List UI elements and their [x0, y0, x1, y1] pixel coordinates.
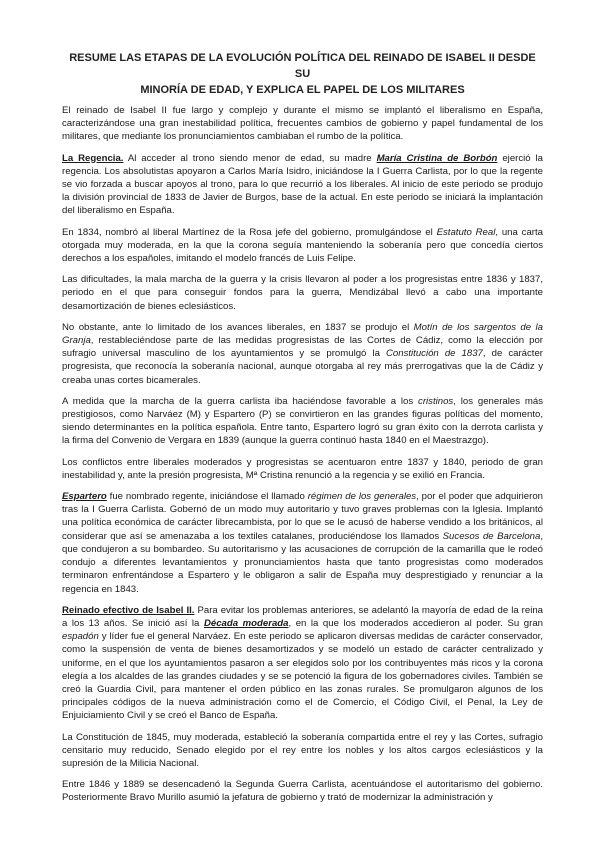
paragraph-regencia: La Regencia. Al acceder al trono siendo menor de edad, su madre María Cristina de Borbón ejerció la regencia. Los absolutistas apoyaron a Carlos María Isidro, iniciándose la I Guerra Carlista, por lo que la regente se vio forzada a buscar apoyos al trono, para lo que recurrió a los liberales. Al inicio de este periodo se produjo la división provincial de 1833 de Javier de Burgos, base de la actual. En este periodo se iniciará la implantación del liberalismo en España. — [62, 152, 543, 217]
document-title — [62, 50, 543, 98]
name-maria-cristina: María Cristina de Borbón — [376, 152, 498, 164]
heading-espartero: Espartero — [62, 491, 107, 503]
paragraph-generales: A medida que la marcha de la guerra carlista iba haciéndose favorable a los cristinos, los generales más prestigiosos, como Narváez (M) y Espartero (P) se convirtieron en las grandes figuras políticas del momento, siendo determinantes en la política española. Entre tanto, Espartero logró su gran éxito con la derrota carlista y la firma del Convenio de Vergara en 1839 (aunque la guerra continuó hasta 1840 en el Maestrazgo). — [62, 395, 543, 447]
paragraph-reinado-efectivo: Reinado efectivo de Isabel II. Para evitar los problemas anteriores, se adelantó la mayoría de edad de la reina a los 13 años. Se inició así la Década moderada, en la que los moderados accedieron al poder. Su gran espadón y líder fue el general Narváez. En este periodo se aplicaron diversas medidas de carácter conservador, como la suspensión de venta de bienes desamortizados y se modeló un estado de carácter centralizado y uniforme, en el que los ayuntamientos pasaron a ser elegidos solo por los contribuyentes más ricos y la corona elegía a los alcaldes de las grandes ciudades y se se potenció la figura de los gobernadores civiles. También se creó la Guardia Civil, para mantener el orden público en las zonas rurales. Se promulgaron algunos de los principales códigos de la nueva administración como el de Comercio, el Código Civil, el Penal, la Ley de Enjuiciamiento Civil y se creó el Banco de España. — [62, 604, 544, 722]
paragraph-segunda-guerra: Entre 1846 y 1889 se desencadenó la Segunda Guerra Carlista, acentuándose el autoritarismo del gobierno. Posteriormente Bravo Murillo asumió la jefatura de gobierno y trató de modernizar la administración y — [62, 779, 543, 804]
paragraph-estatuto: En 1834, nombró al liberal Martínez de la Rosa jefe del gobierno, promulgándose el Estatuto Real, una carta otorgada muy moderada, en la que la corona seguía manteniendo la soberanía pero que concedía ciertos derechos a los españoles, imitando el modelo francés de Luis Felipe. — [62, 226, 543, 265]
term-regimen-generales: régimen de los generales — [307, 491, 417, 503]
paragraph-motin: No obstante, ante lo limitado de los avances liberales, en 1837 se produjo el Motín de los sargentos de la Granja, restableciéndose parte de las medidas progresistas de las Cortes de Cádiz, como la elección por sufragio universal masculino de los ayuntamientos y se promulgó la Constitución de 1837, de carácter progresista, que reconocía la soberanía nacional, aunque otorgaba al rey más prerrogativas que la de Cádiz y creaba unas cortes bicamerales. — [62, 321, 543, 386]
term-estatuto-real: Estatuto Real — [436, 226, 496, 238]
term-constitucion-1837: Constitución de 1837 — [385, 348, 483, 360]
heading-regencia: La Regencia. — [62, 152, 124, 164]
term-decada-moderada: Década moderada — [203, 617, 289, 629]
intro-paragraph: El reinado de Isabel II fue largo y complejo y durante el mismo se implantó el liberalismo en España, caracterizándose una gran inestabilidad política, frecuentes cambios de gobierno y papel fundamental de los militares, que mediante los pronunciamientos cambiaban el rumbo de la política. — [62, 105, 543, 143]
heading-reinado-efectivo: Reinado efectivo de Isabel II. — [62, 604, 195, 616]
paragraph-espartero: Espartero fue nombrado regente, iniciándose el llamado régimen de los generales, por el poder que adquirieron tras la I Guerra Carlista. Gobernó de un modo muy autoritario y tuvo graves problemas con la Iglesia. Implantó una política económica de carácter librecambista, por lo que se le acusó de haberse vendido a los británicos, al considerar que así se amenazaba a los textiles catalanes, produciéndose los llamados Sucesos de Barcelona, que condujeron a su bombardeo. Su autoritarismo y las acusaciones de corrupción de la camarilla que le rodeó condujo a diferentes levantamientos y pronunciamientos hasta que tanto progresistas como moderados terminaron enfrentándose a Espartero y le obligaron a salir de España muy desprestigiado y renunciar a la regencia en 1843. — [62, 491, 544, 595]
term-sucesos-barcelona: Sucesos de Barcelona — [442, 530, 541, 542]
paragraph-constitucion-1845: La Constitución de 1845, muy moderada, estableció la soberanía compartida entre el rey y las Cortes, sufragio censitario muy reducido, Senado elegido por el rey entre los nobles y los altos cargos eclesiásticos y la supresión de la Milicia Nacional. — [62, 731, 543, 769]
title-line-2: MINORÍA DE EDAD, Y EXPLICA EL PAPEL DE LOS MILITARES — [140, 84, 465, 96]
paragraph-conflictos: Los conflictos entre liberales moderados y progresistas se acentuaron entre 1837 y 1840, periodo de gran inestabilidad y, ante la presión progresista, Mª Cristina renunció a la regencia y se exilió en Francia. — [62, 456, 543, 481]
title-line-1: RESUME LAS ETAPAS DE LA EVOLUCIÓN POLÍTICA DEL REINADO DE ISABEL II DESDE SU — [69, 52, 536, 80]
term-cristinos: cristinos — [418, 395, 454, 407]
term-espadon: espadón — [62, 631, 99, 643]
term-motin-sargentos: Motín de los sargentos de la Granja — [62, 321, 543, 347]
paragraph-progresistas: Las dificultades, la mala marcha de la guerra y la crisis llevaron al poder a los progresistas entre 1836 y 1837, periodo en el que para conseguir fondos para la guerra, Mendizábal llevó a cabo una importante desamortización de bienes eclesiásticos. — [62, 274, 543, 312]
